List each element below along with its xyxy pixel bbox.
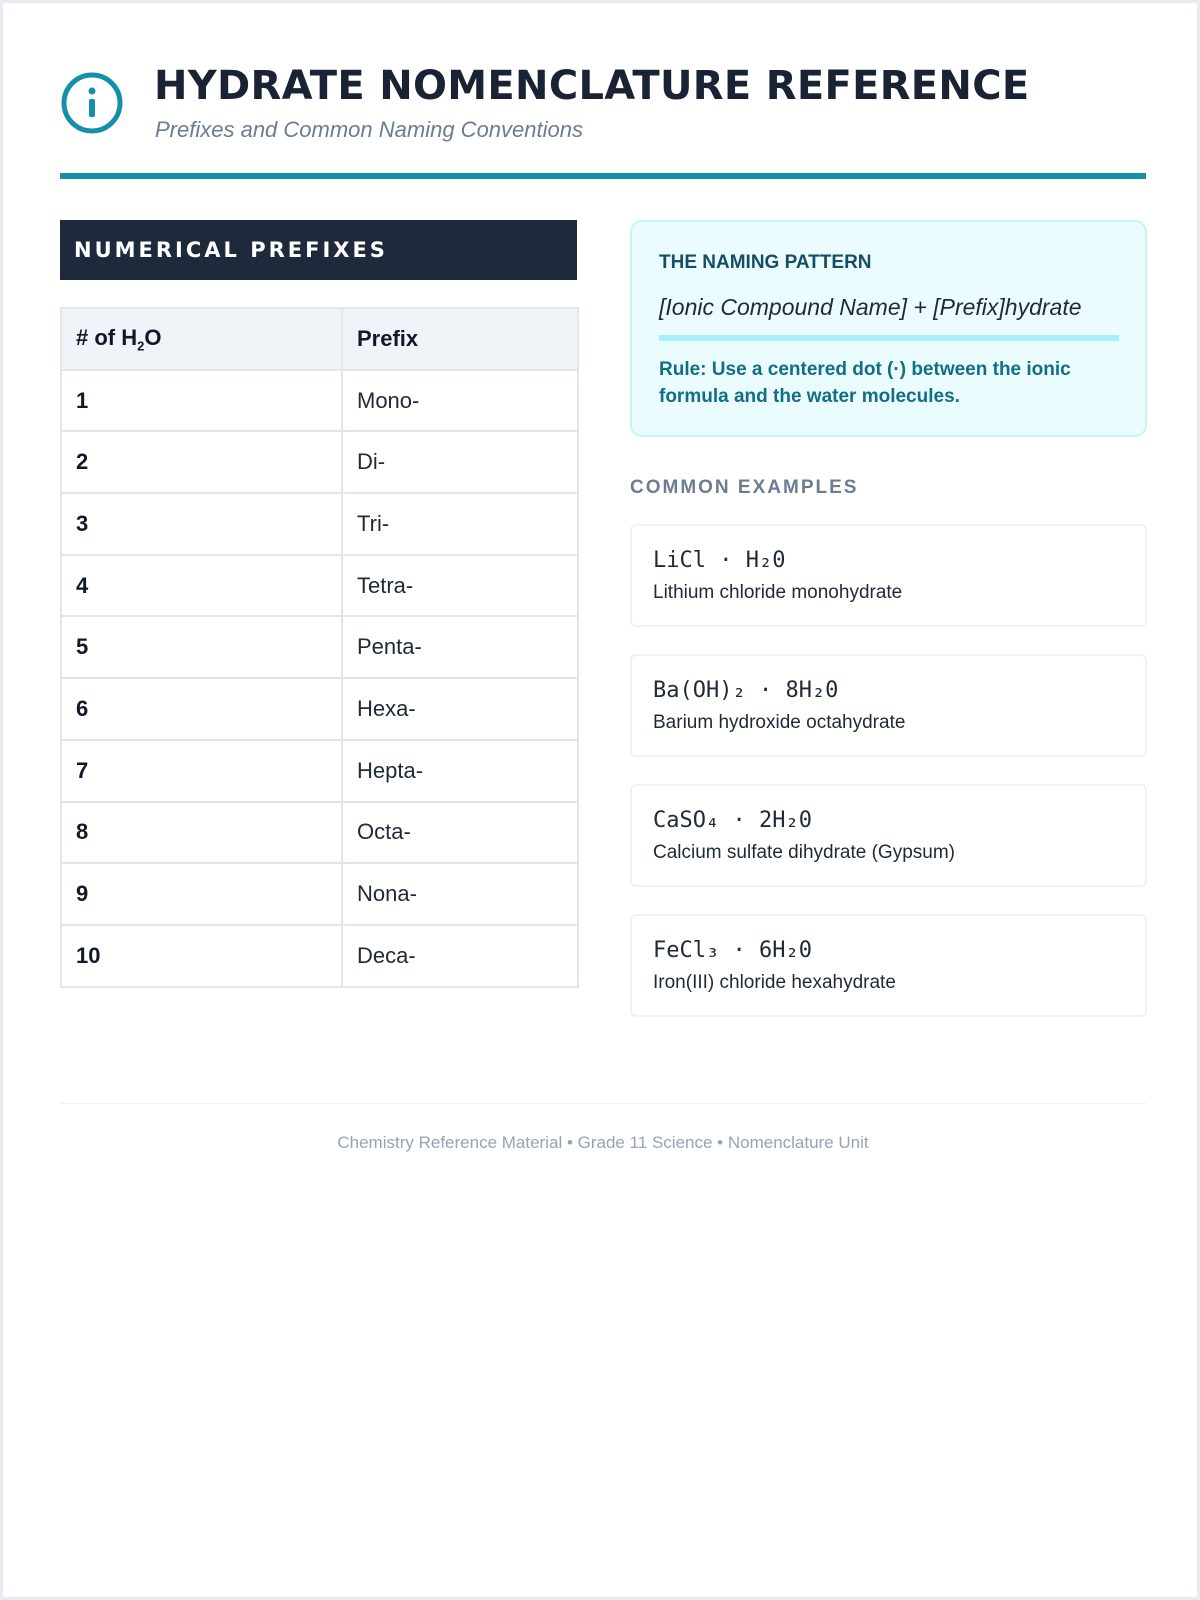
naming-pattern-heading: THE NAMING PATTERN [659, 252, 872, 273]
column-header-count: # of $H_2O$ [61, 308, 342, 370]
example-name: Barium hydroxide octahydrate [653, 712, 906, 733]
table-row [61, 863, 578, 925]
table-row [61, 555, 578, 617]
water-count-cell: 5 [61, 616, 342, 678]
table-row [61, 370, 578, 432]
table-row [61, 925, 578, 987]
example-card [630, 784, 1147, 887]
prefix-table [60, 307, 579, 988]
table-row [61, 740, 578, 802]
water-count-cell: 6 [61, 678, 342, 740]
prefix-cell: Mono- [342, 370, 578, 432]
info-icon [60, 71, 124, 135]
prefix-cell: Tri- [342, 493, 578, 555]
naming-pattern-formula: [Ionic Compound Name] + [Prefix]hydrate [659, 294, 1082, 320]
page-title: HYDRATE NOMENCLATURE REFERENCE [154, 63, 1030, 109]
example-name: Lithium chloride monohydrate [653, 582, 903, 603]
header-divider [60, 173, 1146, 179]
example-card [630, 914, 1147, 1017]
water-count-cell: 10 [61, 925, 342, 987]
example-formula: FeCl₃ · 6H₂0 [653, 938, 812, 963]
example-name: Iron(III) chloride hexahydrate [653, 972, 896, 993]
water-count-cell: 7 [61, 740, 342, 802]
prefix-cell: Octa- [342, 802, 578, 864]
example-card [630, 524, 1147, 627]
prefix-cell: Deca- [342, 925, 578, 987]
water-count-cell: 9 [61, 863, 342, 925]
table-row [61, 431, 578, 493]
prefixes-section [60, 220, 577, 988]
prefix-cell: Hexa- [342, 678, 578, 740]
prefix-cell: Di- [342, 431, 578, 493]
water-count-cell: 3 [61, 493, 342, 555]
water-count-cell: 8 [61, 802, 342, 864]
water-count-cell: 4 [61, 555, 342, 617]
page-header [60, 63, 1146, 181]
water-count-cell: 2 [61, 431, 342, 493]
example-formula: LiCl · H₂0 [653, 548, 786, 573]
naming-pattern-box [630, 220, 1147, 437]
table-row [61, 493, 578, 555]
naming-rule-text: Rule: Use a centered dot (·) between the ionic formula and the water molecules. [659, 359, 1071, 407]
water-count-cell: 1 [61, 370, 342, 432]
prefix-cell: Hepta- [342, 740, 578, 802]
footer-divider [60, 1103, 1146, 1104]
prefix-cell: Nona- [342, 863, 578, 925]
prefixes-banner: NUMERICAL PREFIXES [60, 220, 577, 280]
table-header-row [61, 308, 578, 370]
examples-heading: COMMON EXAMPLES [630, 477, 859, 498]
table-row [61, 802, 578, 864]
column-header-prefix: Prefix [342, 308, 578, 370]
prefix-cell: Penta- [342, 616, 578, 678]
reference-page [3, 3, 1197, 1597]
pattern-divider [659, 335, 1119, 341]
example-card [630, 654, 1147, 757]
page-footer: Chemistry Reference Material • Grade 11 Science • Nomenclature Unit [337, 1133, 869, 1152]
page-subtitle: Prefixes and Common Naming Conventions [155, 117, 583, 142]
example-formula: CaSO₄ · 2H₂0 [653, 808, 812, 833]
prefix-cell: Tetra- [342, 555, 578, 617]
table-row [61, 678, 578, 740]
example-formula: Ba(OH)₂ · 8H₂0 [653, 678, 839, 703]
table-row [61, 616, 578, 678]
example-name: Calcium sulfate dihydrate (Gypsum) [653, 842, 955, 863]
